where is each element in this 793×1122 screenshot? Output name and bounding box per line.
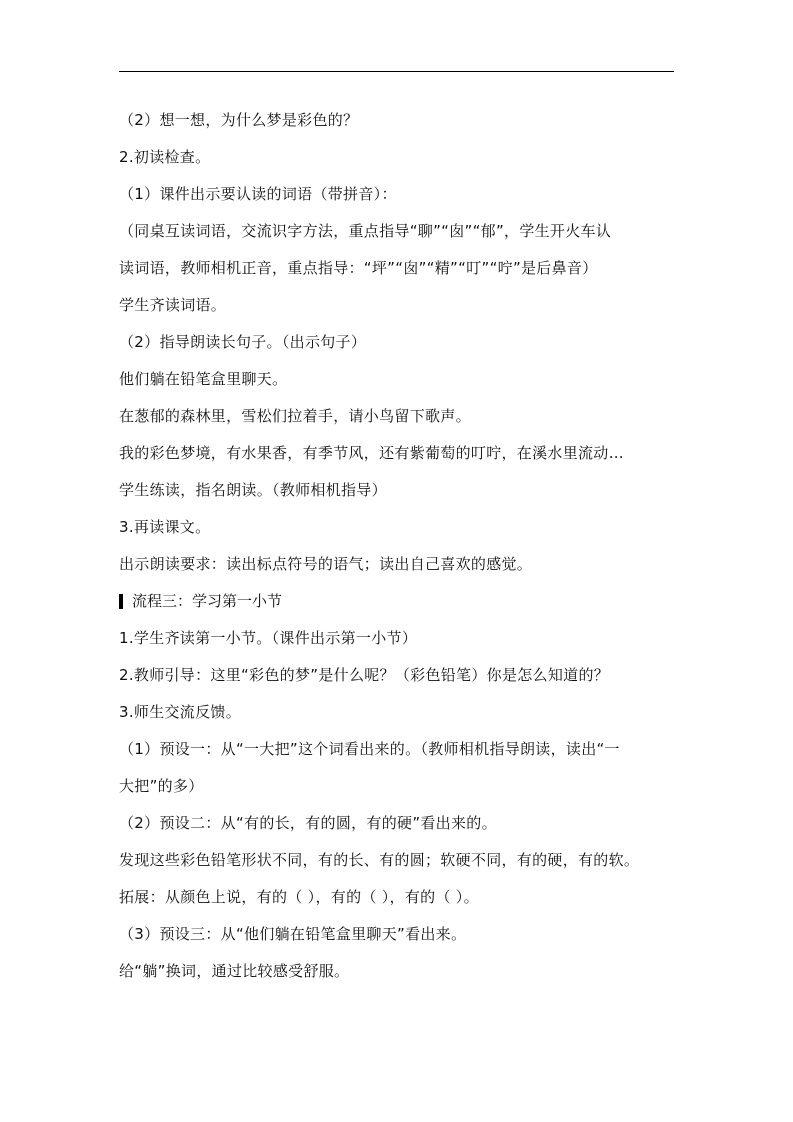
- document-body: [119, 108, 679, 996]
- text-line: （1）课件出示要认读的词语（带拼音）：: [119, 185, 397, 203]
- text-line: 我的彩色梦境，有水果香，有季节风，还有紫葡萄的叮咛，在溪水里流动…: [119, 444, 624, 462]
- text-line: （2）指导朗读长句子。（出示句子）: [119, 333, 367, 351]
- text-line: 3.再读课文。: [119, 518, 211, 536]
- text-line: 学生练读，指名朗读。（教师相机指导）: [119, 481, 387, 499]
- text-line: （3）预设三：从“他们躺在铅笔盒里聊天”看出来。: [119, 925, 467, 943]
- text-line: （同桌互读词语，交流识字方法，重点指导“聊”“囱”“郁”，学生开火车认: [119, 222, 612, 240]
- text-line: 1.学生齐读第一小节。（课件出示第一小节）: [119, 629, 418, 647]
- section-heading: [119, 589, 679, 613]
- text-line: 发现这些彩色铅笔形状不同，有的长、有的圆；软硬不同，有的硬，有的软。: [119, 851, 640, 869]
- text-line: 学生齐读词语。: [119, 296, 227, 314]
- section-heading-text: 流程三：学习第一小节: [132, 592, 283, 610]
- text-line: （1）预设一：从“一大把”这个词看出来的。（教师相机指导朗读，读出“一: [119, 740, 620, 758]
- text-line: （2）预设二：从“有的长，有的圆，有的硬”看出来的。: [119, 814, 497, 832]
- text-line: 在葱郁的森林里，雪松们拉着手，请小鸟留下歌声。: [119, 407, 471, 425]
- text-line: 给“躺”换词，通过比较感受舒服。: [119, 962, 350, 980]
- text-line: 大把”的多）: [119, 777, 204, 795]
- text-line: 他们躺在铅笔盒里聊天。: [119, 370, 288, 388]
- text-line: 3.师生交流反馈。: [119, 703, 242, 721]
- text-line: 读词语，教师相机正音，重点指导：“坪”“囱”“精”“叮”“咛”是后鼻音）: [119, 259, 598, 277]
- text-line: 2.初读检查。: [119, 148, 211, 166]
- text-line: （2）想一想，为什么梦是彩色的？: [119, 111, 359, 129]
- text-line: 出示朗读要求：读出标点符号的语气；读出自己喜欢的感觉。: [119, 555, 533, 573]
- text-line: 拓展：从颜色上说，有的（ ），有的（ ），有的（ ）。: [119, 888, 479, 906]
- heading-bar-icon: [119, 594, 123, 609]
- text-line: 2.教师引导：这里“彩色的梦”是什么呢？（彩色铅笔）你是怎么知道的？: [119, 666, 610, 684]
- header-rule: [119, 71, 674, 72]
